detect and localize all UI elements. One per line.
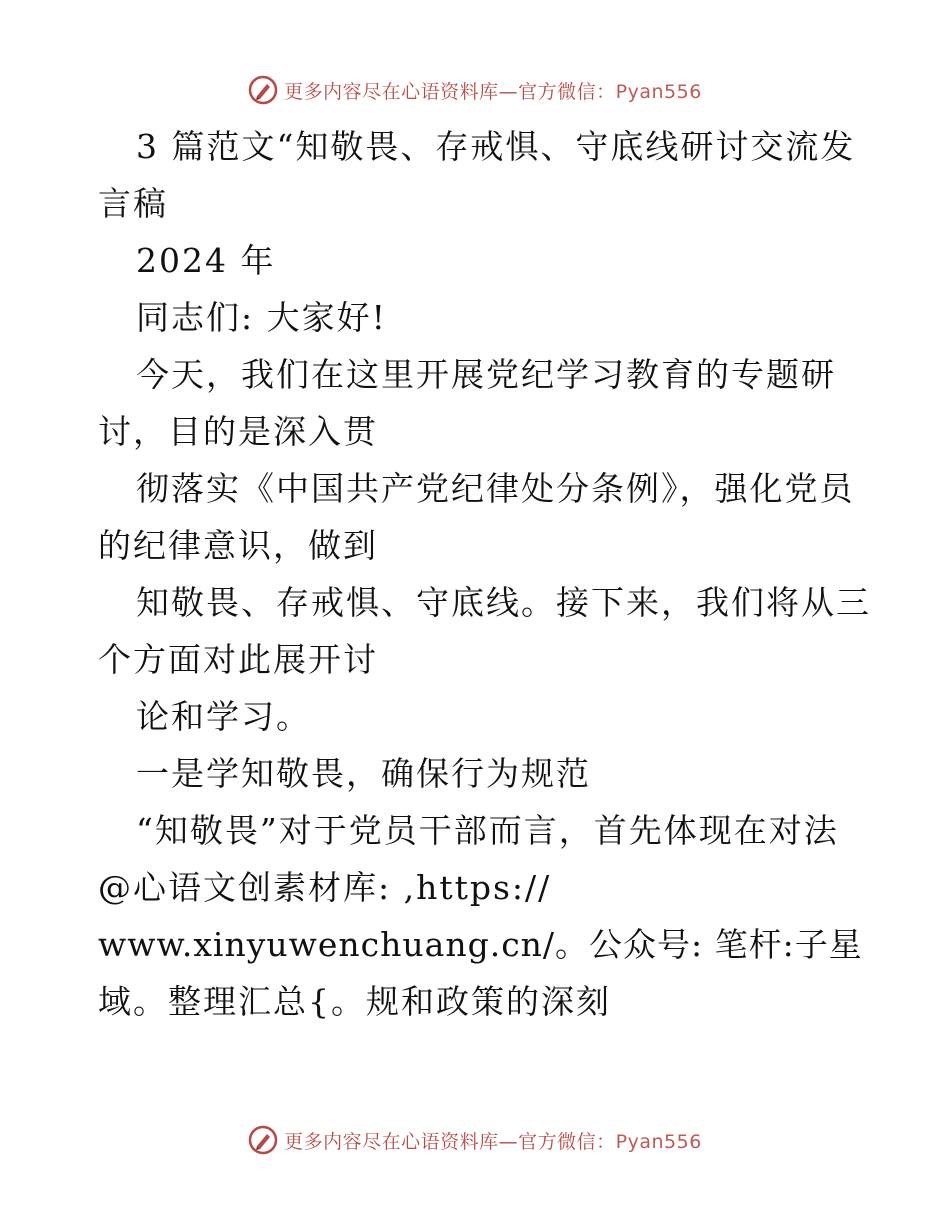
doc-paragraph-line: 知敬畏、存戒惧、守底线。接下来，我们将从三 [136,583,871,622]
header-watermark [0,70,950,110]
doc-title-line-2: 言稿 [98,184,168,223]
doc-paragraph-line: 彻落实《中国共产党纪律处分条例》，强化党员 [136,469,855,508]
doc-source-line: @心语文创素材库: ,https:// [98,868,552,907]
doc-source-line: www.xinyuwenchuang.cn/。公众号: 笔杆:子星 [98,925,863,964]
doc-paragraph-line: 论和学习。 [136,697,311,736]
doc-greeting: 同志们: 大家好! [136,298,387,337]
footer-watermark [0,1120,950,1160]
doc-year: 2024 年 [136,241,276,280]
doc-title-line-1: 3 篇范文“知敬畏、存戒惧、守底线研讨交流发 [136,127,856,166]
doc-paragraph-line: 域。整理汇总{。规和政策的深刻 [98,982,611,1021]
document-body [98,118,871,1030]
doc-paragraph-line: 的纪律意识，做到 [98,526,378,565]
doc-paragraph-line: “知敬畏”对于党员干部而言，首先体现在对法 [136,811,839,850]
doc-paragraph-line: 讨，目的是深入贯 [98,412,378,451]
doc-section-heading: 一是学知敬畏，确保行为规范 [136,754,591,793]
pen-logo-icon [248,1125,278,1155]
doc-paragraph-line: 个方面对此展开讨 [98,640,378,679]
pen-logo-icon [248,75,278,105]
watermark-text: 更多内容尽在心语资料库—官方微信：Pyan556 [284,80,702,103]
doc-paragraph-line: 今天，我们在这里开展党纪学习教育的专题研 [136,355,836,394]
watermark-text: 更多内容尽在心语资料库—官方微信：Pyan556 [284,1130,702,1153]
